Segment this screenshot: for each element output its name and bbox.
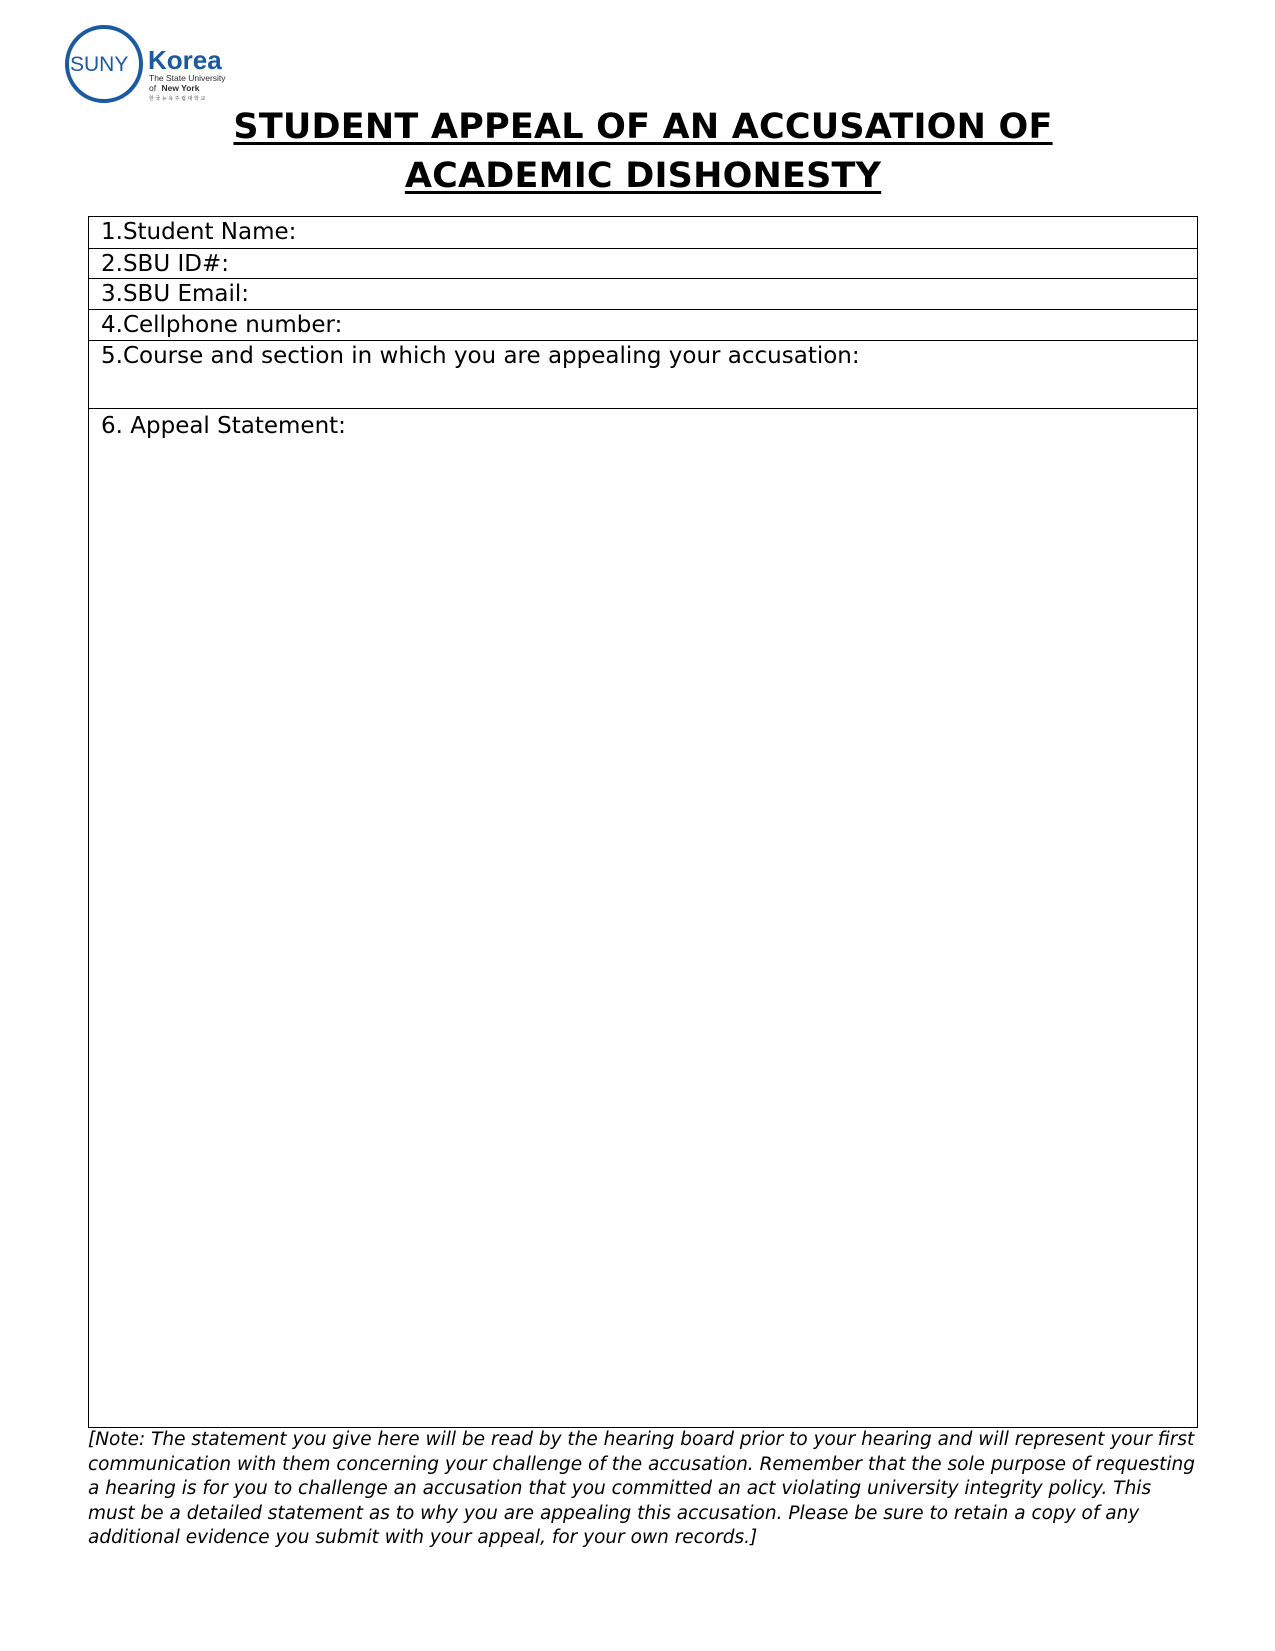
sbu-email-label: 3.SBU Email: [101, 281, 250, 307]
sbu-id-field[interactable] [89, 249, 1197, 279]
logo-korea-text: Korea [148, 45, 222, 75]
page-title [88, 103, 1198, 201]
student-name-label: 1.Student Name: [101, 219, 297, 245]
course-section-label: 5.Course and section in which you are appealing your accusation: [101, 343, 860, 369]
student-name-field[interactable] [89, 217, 1197, 249]
sbu-id-label: 2.SBU ID#: [101, 251, 229, 277]
logo-line2-name: New York [161, 83, 200, 93]
appeal-note: [Note: The statement you give here will be read by the hearing board prior to your hearing and will represent your first communication with them concerning your challenge of the accusation. Remember that the sole purpose of requesting a hearing is for you to challenge an accusation that you committed an act violating university integrity policy. This must be a detailed statement as to why you are appealing this accusation. Please be sure to retain a copy of any additional evidence you submit with your appeal, for your own records.] [88, 1429, 1195, 1548]
logo-line3-text: 한 국 뉴 욕 주 립 대 학 교 [149, 96, 206, 102]
logo-line2-prefix: of [149, 83, 157, 93]
logo-suny-text: SUNY [70, 53, 129, 76]
cellphone-label: 4.Cellphone number: [101, 312, 343, 338]
appeal-statement-label: 6. Appeal Statement: [101, 413, 346, 439]
logo-graphic [64, 24, 254, 108]
suny-korea-logo [64, 24, 254, 108]
title-line-1: STUDENT APPEAL OF AN ACCUSATION OF [233, 107, 1053, 147]
svg-text:of New York [149, 83, 200, 93]
appeal-statement-field[interactable] [89, 409, 1197, 1427]
title-line-2: ACADEMIC DISHONESTY [404, 156, 882, 196]
course-section-field[interactable] [89, 341, 1197, 409]
sbu-email-field[interactable] [89, 279, 1197, 310]
cellphone-field[interactable] [89, 310, 1197, 341]
appeal-form-table [88, 216, 1198, 1428]
logo-line1-text: The State University [149, 73, 226, 83]
